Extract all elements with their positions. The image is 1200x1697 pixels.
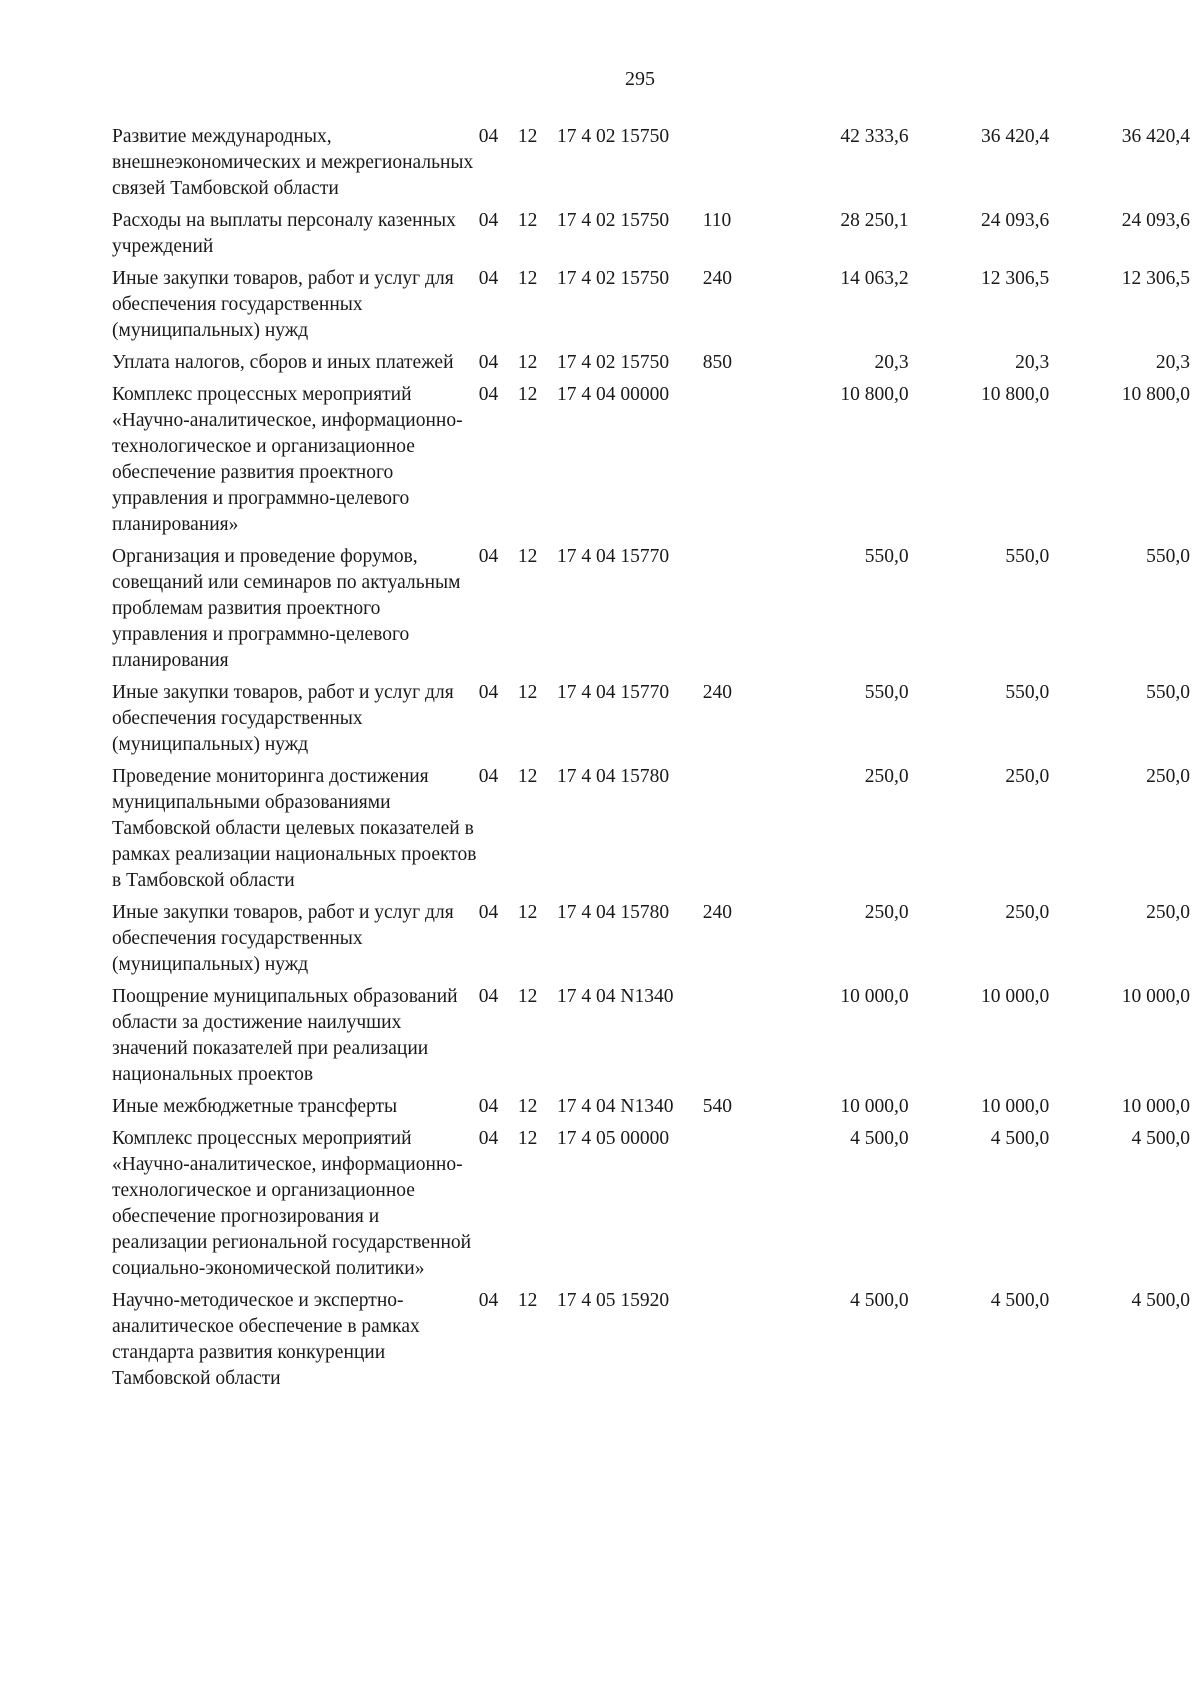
- expense-type-code: [703, 1288, 758, 1398]
- amount-year-3: 10 800,0: [1121, 384, 1190, 405]
- amount-year-2: 4 500,0: [990, 1290, 1050, 1311]
- table-row: [112, 1288, 1190, 1398]
- amount-year-1: 20,3: [874, 352, 909, 373]
- target-article-code: 17 4 04 00000: [557, 384, 670, 405]
- target-article-code: 17 4 02 15750: [557, 352, 670, 373]
- amount-year-2: 250,0: [1005, 902, 1050, 923]
- target-article-code: 17 4 04 15770: [557, 546, 670, 567]
- amount-year-1: 28 250,1: [840, 210, 909, 231]
- table-row: [112, 764, 1190, 900]
- amount-year-3: 36 420,4: [1121, 126, 1190, 147]
- page-number: 295: [625, 68, 655, 90]
- amount-year-1: 4 500,0: [850, 1128, 909, 1149]
- section-code: 04: [478, 1128, 499, 1149]
- expense-type-code: [703, 544, 758, 680]
- expense-type-code: 240: [702, 268, 732, 289]
- table-row: [112, 350, 1190, 382]
- target-article-code: 17 4 04 15770: [557, 682, 670, 703]
- section-code: 04: [478, 766, 499, 787]
- target-article-code: 17 4 04 N1340: [557, 1096, 674, 1117]
- table-row: [112, 1126, 1190, 1288]
- table-row: [112, 680, 1190, 764]
- amount-year-1: 550,0: [864, 682, 909, 703]
- amount-year-2: 250,0: [1005, 766, 1050, 787]
- amount-year-3: 10 000,0: [1121, 986, 1190, 1007]
- expense-type-code: 850: [702, 352, 732, 373]
- item-name: Комплекс процессных мероприятий «Научно-аналитическое, информационно-технологическое и организационное обеспечение прогнозирования и реализации региональной государственной социально-экономической политики»: [112, 1128, 472, 1279]
- amount-year-2: 10 000,0: [981, 1096, 1050, 1117]
- amount-year-2: 10 000,0: [981, 986, 1050, 1007]
- target-article-code: 17 4 02 15750: [557, 268, 670, 289]
- target-article-code: 17 4 02 15750: [557, 126, 670, 147]
- section-code: 04: [478, 126, 499, 147]
- subsection-code: 12: [517, 384, 538, 405]
- amount-year-1: 250,0: [864, 902, 909, 923]
- amount-year-3: 24 093,6: [1121, 210, 1190, 231]
- amount-year-2: 20,3: [1015, 352, 1050, 373]
- subsection-code: 12: [517, 546, 538, 567]
- section-code: 04: [478, 1096, 499, 1117]
- subsection-code: 12: [517, 352, 538, 373]
- expense-type-code: 240: [702, 682, 732, 703]
- amount-year-1: 550,0: [864, 546, 909, 567]
- amount-year-2: 24 093,6: [981, 210, 1050, 231]
- subsection-code: 12: [517, 1128, 538, 1149]
- amount-year-3: 250,0: [1146, 902, 1190, 923]
- subsection-code: 12: [517, 682, 538, 703]
- subsection-code: 12: [517, 126, 538, 147]
- expense-type-code: [703, 124, 758, 208]
- item-name: Развитие международных, внешнеэкономических и межрегиональных связей Тамбовской области: [112, 126, 474, 199]
- item-name: Научно-методическое и экспертно-аналитическое обеспечение в рамках стандарта развития конкуренции Тамбовской области: [112, 1290, 420, 1389]
- table-row: [112, 544, 1190, 680]
- expense-type-code: [703, 984, 758, 1094]
- item-name: Расходы на выплаты персоналу казенных учреждений: [112, 210, 456, 257]
- subsection-code: 12: [517, 766, 538, 787]
- table-row: [112, 208, 1190, 266]
- table-row: [112, 266, 1190, 350]
- amount-year-2: 10 800,0: [981, 384, 1050, 405]
- expense-type-code: [703, 764, 758, 900]
- section-code: 04: [478, 268, 499, 289]
- item-name: Иные закупки товаров, работ и услуг для обеспечения государственных (муниципальных) нужд: [112, 682, 454, 755]
- amount-year-3: 10 000,0: [1121, 1096, 1190, 1117]
- item-name: Поощрение муниципальных образований области за достижение наилучших значений показателей при реализации национальных проектов: [112, 986, 458, 1085]
- table-row: [112, 382, 1190, 544]
- section-code: 04: [478, 902, 499, 923]
- item-name: Проведение мониторинга достижения муниципальными образованиями Тамбовской области целевых показателей в рамках реализации национальных проектов в Тамбовской области: [112, 766, 477, 891]
- amount-year-2: 12 306,5: [981, 268, 1050, 289]
- section-code: 04: [478, 352, 499, 373]
- subsection-code: 12: [517, 1096, 538, 1117]
- section-code: 04: [478, 384, 499, 405]
- amount-year-1: 4 500,0: [850, 1290, 909, 1311]
- table-row: [112, 900, 1190, 984]
- amount-year-1: 250,0: [864, 766, 909, 787]
- subsection-code: 12: [517, 986, 538, 1007]
- item-name: Уплата налогов, сборов и иных платежей: [112, 352, 454, 373]
- amount-year-2: 36 420,4: [981, 126, 1050, 147]
- section-code: 04: [478, 986, 499, 1007]
- amount-year-3: 4 500,0: [1131, 1290, 1190, 1311]
- item-name: Иные межбюджетные трансферты: [112, 1096, 398, 1117]
- item-name: Организация и проведение форумов, совещаний или семинаров по актуальным проблемам развития проектного управления и программно-целевого планирования: [112, 546, 461, 671]
- amount-year-2: 4 500,0: [990, 1128, 1050, 1149]
- amount-year-3: 550,0: [1146, 682, 1190, 703]
- amount-year-2: 550,0: [1005, 546, 1050, 567]
- item-name: Иные закупки товаров, работ и услуг для обеспечения государственных (муниципальных) нужд: [112, 268, 454, 341]
- item-name: Иные закупки товаров, работ и услуг для обеспечения государственных (муниципальных) нужд: [112, 902, 454, 975]
- amount-year-1: 42 333,6: [840, 126, 909, 147]
- expense-type-code: 540: [702, 1096, 732, 1117]
- section-code: 04: [478, 210, 499, 231]
- amount-year-1: 10 800,0: [840, 384, 909, 405]
- section-code: 04: [478, 546, 499, 567]
- subsection-code: 12: [517, 1290, 538, 1311]
- amount-year-3: 20,3: [1155, 352, 1190, 373]
- table-row: [112, 1094, 1190, 1126]
- amount-year-3: 12 306,5: [1121, 268, 1190, 289]
- amount-year-2: 550,0: [1005, 682, 1050, 703]
- section-code: 04: [478, 682, 499, 703]
- amount-year-3: 550,0: [1146, 546, 1190, 567]
- section-code: 04: [478, 1290, 499, 1311]
- item-name: Комплекс процессных мероприятий «Научно-аналитическое, информационно-технологическое и организационное обеспечение развития проектного управления и программно-целевого планирования»: [112, 384, 463, 535]
- subsection-code: 12: [517, 902, 538, 923]
- amount-year-1: 14 063,2: [840, 268, 909, 289]
- target-article-code: 17 4 05 15920: [557, 1290, 670, 1311]
- expense-type-code: [703, 1126, 758, 1288]
- amount-year-1: 10 000,0: [840, 1096, 909, 1117]
- table-row: [112, 124, 1190, 208]
- amount-year-1: 10 000,0: [840, 986, 909, 1007]
- expense-type-code: 240: [702, 902, 732, 923]
- expense-type-code: [703, 382, 758, 544]
- target-article-code: 17 4 04 15780: [557, 902, 670, 923]
- target-article-code: 17 4 02 15750: [557, 210, 670, 231]
- subsection-code: 12: [517, 210, 538, 231]
- amount-year-3: 250,0: [1146, 766, 1190, 787]
- subsection-code: 12: [517, 268, 538, 289]
- target-article-code: 17 4 05 00000: [557, 1128, 670, 1149]
- table-row: [112, 984, 1190, 1094]
- amount-year-3: 4 500,0: [1131, 1128, 1190, 1149]
- budget-table: [112, 124, 1190, 1398]
- target-article-code: 17 4 04 N1340: [557, 986, 674, 1007]
- target-article-code: 17 4 04 15780: [557, 766, 670, 787]
- expense-type-code: 110: [702, 210, 732, 231]
